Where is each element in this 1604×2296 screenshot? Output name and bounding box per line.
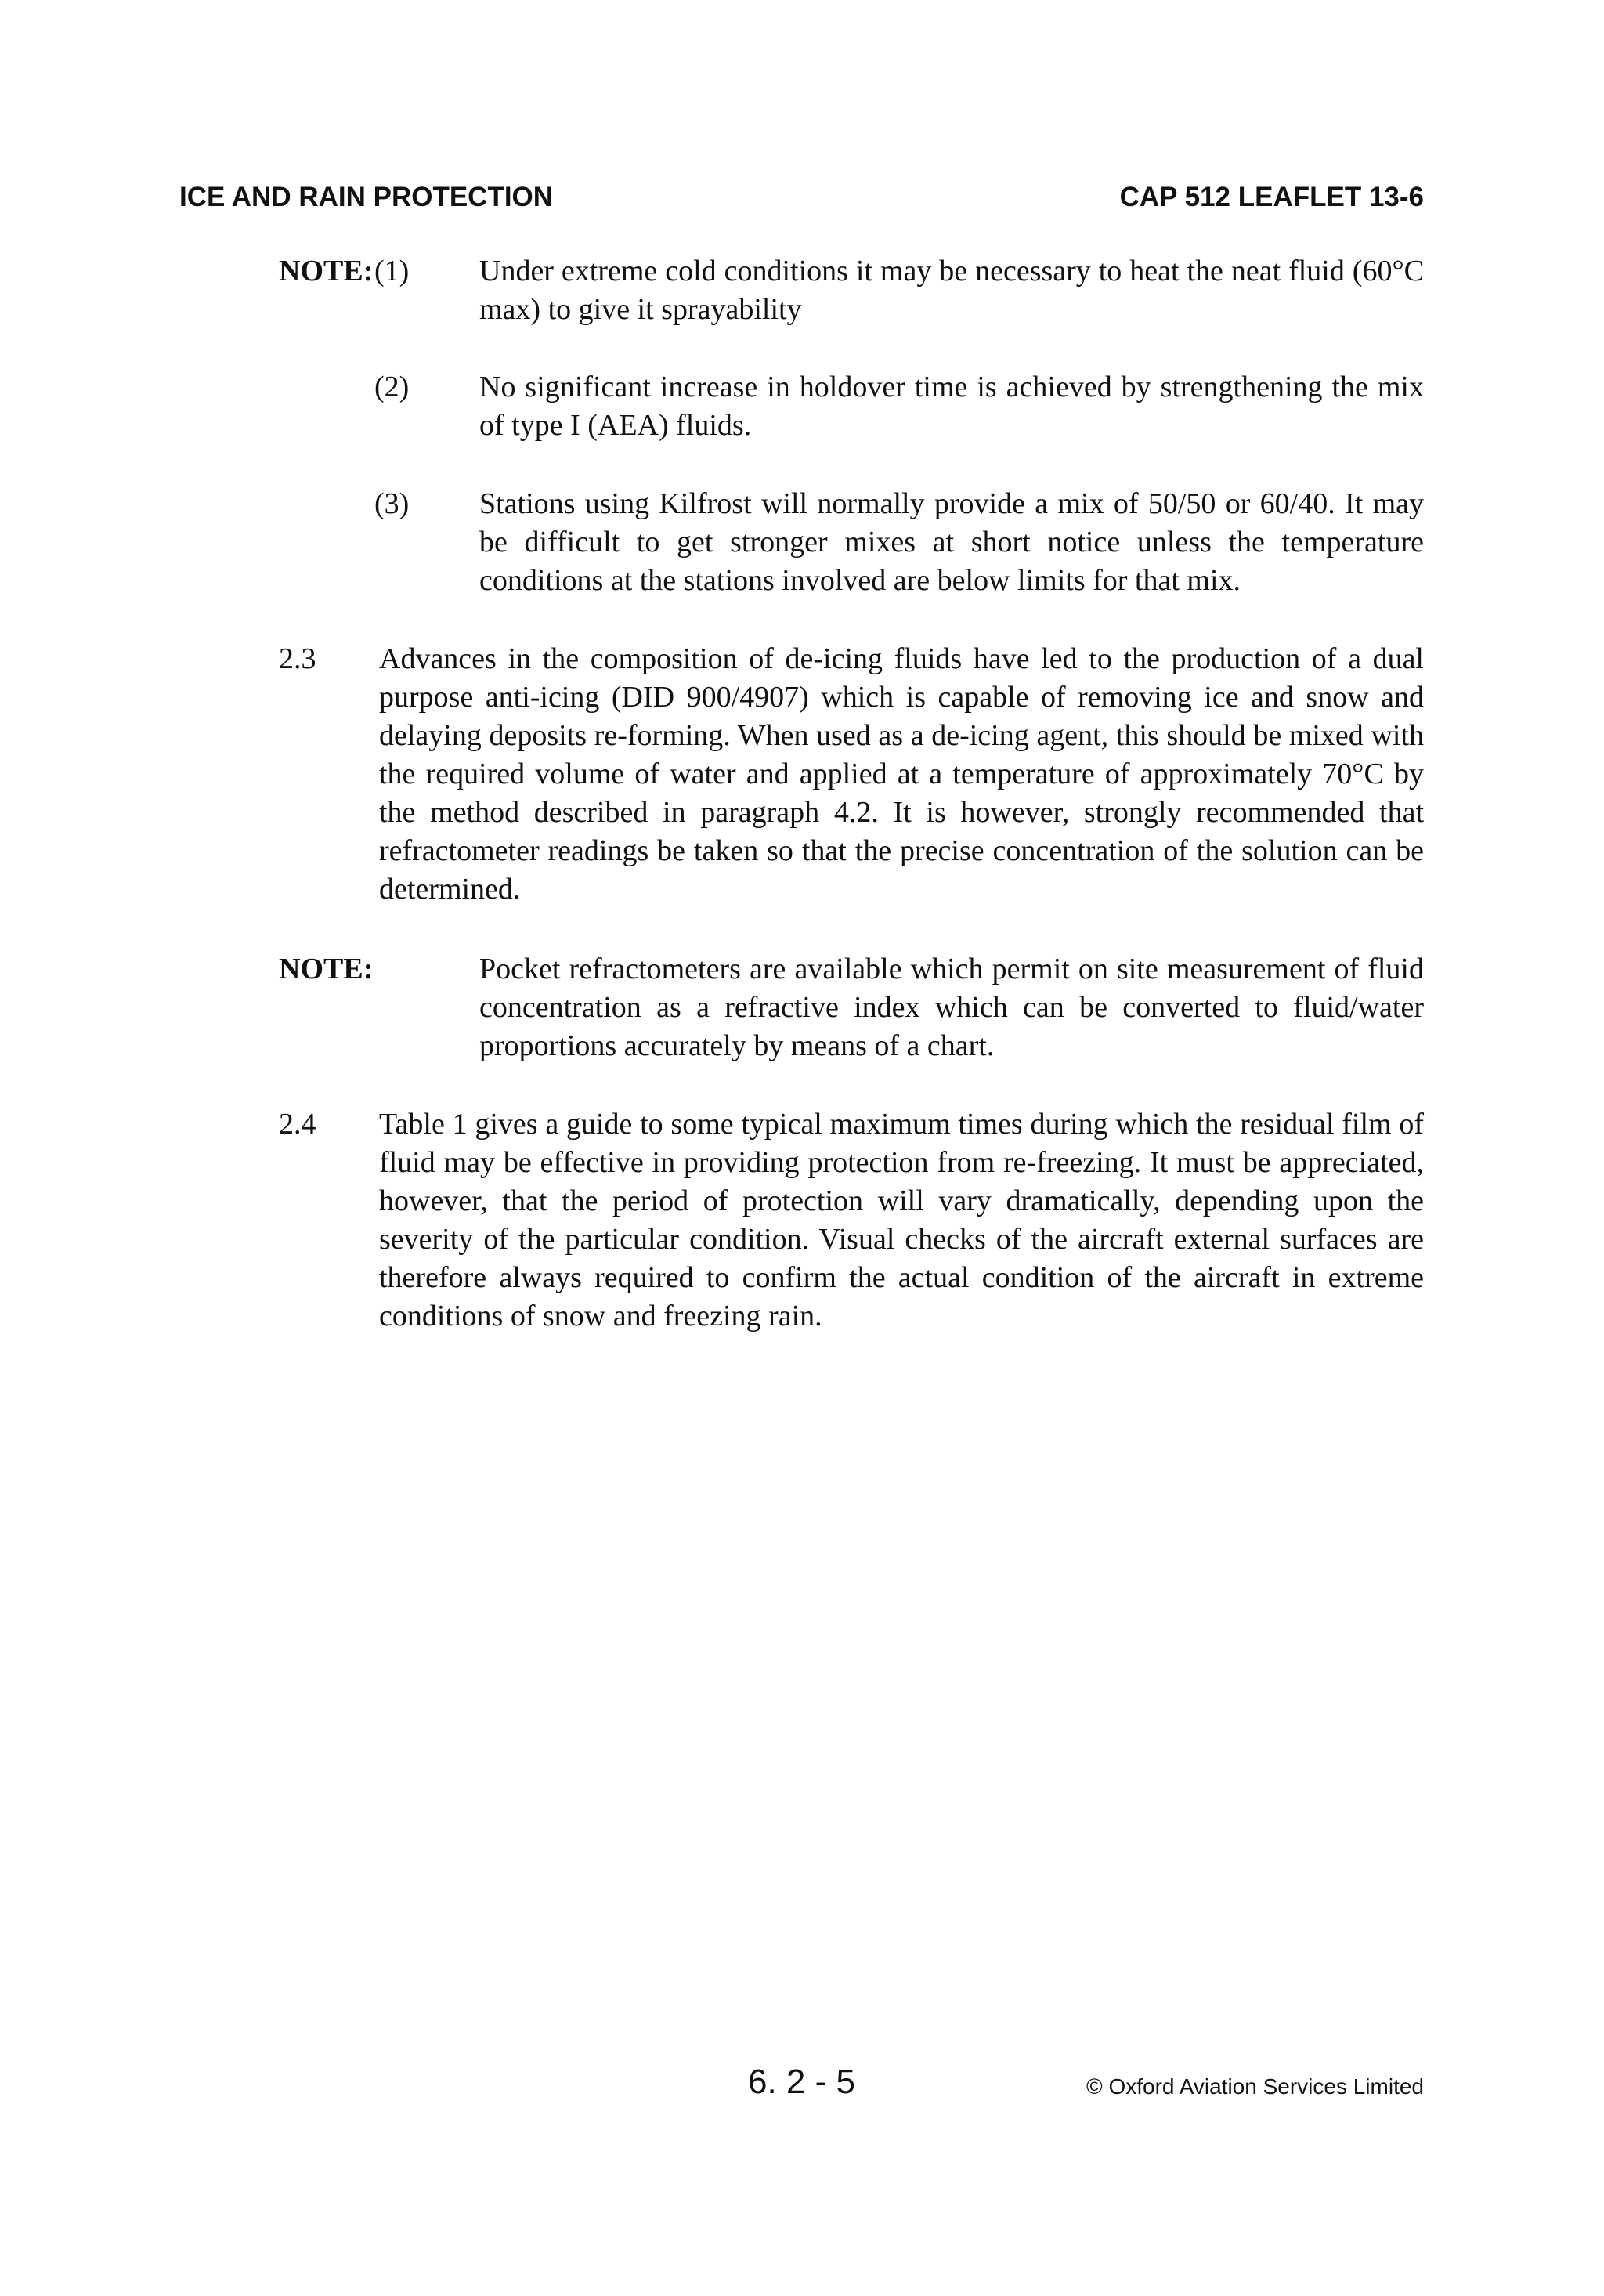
header-title: ICE AND RAIN PROTECTION	[179, 182, 554, 212]
note-item-text: Stations using Kilfrost will normally provide a mix of 50/50 or 60/40. It may be difficult to get stronger mixes at short notice unless the temperature conditions at the stations involved are below limits for that mix.	[479, 487, 1424, 597]
note-item-number: (1)	[374, 255, 410, 287]
paragraph-text: Table 1 gives a guide to some typical maximum times during which the residual film of fluid may be effective in providing protection from re-freezing. It must be appreciated, however, that the period of protection will vary dramatically, depending upon the severity of the particular condition. Visual checks of the aircraft external surfaces are therefore always required to confirm the actual condition of the aircraft in extreme conditions of snow and freezing rain.	[379, 1108, 1424, 1332]
paragraph-number: 2.4	[279, 1108, 316, 1141]
copyright-notice: © Oxford Aviation Services Limited	[1086, 2074, 1424, 2099]
note-text: Pocket refractometers are available which permit on site measurement of fluid concentration as a refractive index which can be converted to fluid/water proportions accurately by means of a chart.	[479, 953, 1424, 1062]
paragraph-number: 2.3	[279, 642, 316, 675]
note-item-number: (3)	[374, 487, 410, 520]
note-label: NOTE:	[279, 953, 374, 985]
page-number: 6. 2 - 5	[748, 2063, 855, 2101]
note-item-number: (2)	[374, 371, 410, 403]
paragraph-text: Advances in the composition of de-icing fluids have led to the production of a dual purpose anti-icing (DID 900/4907) which is capable of removing ice and snow and delaying deposits re-forming. When used as a de-icing agent, this should be mixed with the required volume of water and applied at a temperature of approximately 70°C by the method described in paragraph 4.2. It is however, strongly recommended that refractometer readings be taken so that the precise concentration of the solution can be determined.	[379, 642, 1424, 906]
header-doc-ref: CAP 512 LEAFLET 13-6	[1119, 182, 1424, 212]
note-item-text: Under extreme cold conditions it may be necessary to heat the neat fluid (60°C max) to give it sprayability	[479, 255, 1424, 326]
note-item-text: No significant increase in holdover time is achieved by strengthening the mix of type I (AEA) fluids.	[479, 371, 1424, 442]
note-label: NOTE:	[279, 255, 374, 287]
